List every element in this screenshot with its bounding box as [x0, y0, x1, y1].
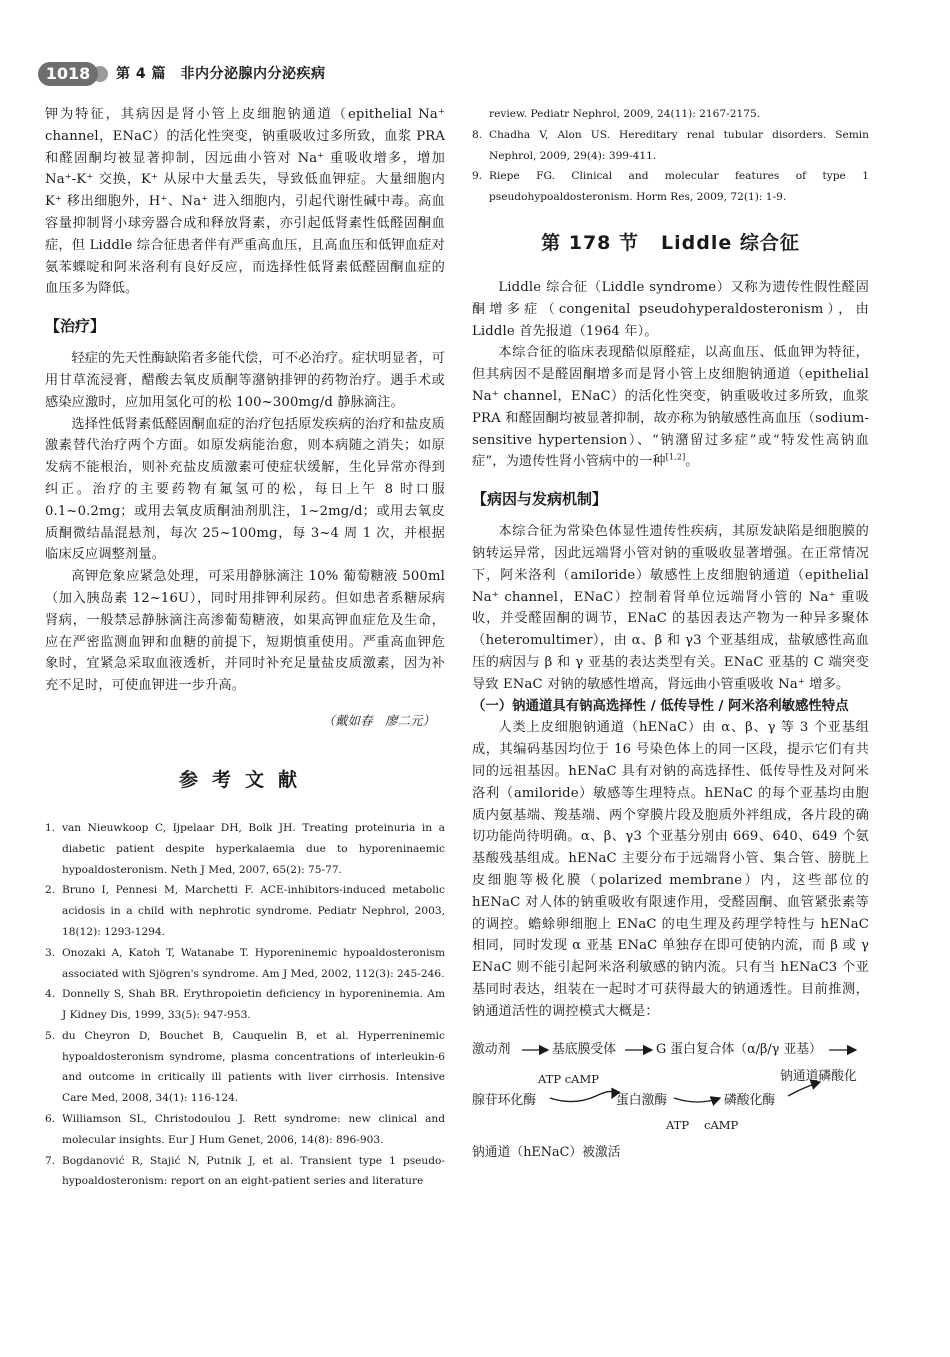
reference-number: 6. [45, 1113, 56, 1126]
reference-text: Williamson SL, Christodoulou J. Rett syndrome: new clinical and molecular insights. Eur J Hum Genet, 2006, 14(8): 896-903. [62, 1113, 445, 1146]
etiology-heading: 【病因与发病机制】 [472, 490, 608, 509]
reference-list-continued [472, 104, 869, 208]
running-header [38, 62, 918, 88]
subsection-heading: （一）钠通道具有钠高选择性 / 低传导性 / 阿米洛利敏感性特点 [472, 698, 849, 714]
treatment-heading: 【治疗】 [45, 317, 106, 336]
intro-paragraph: 钾为特征，其病因是肾小管上皮细胞钠通道（epithelial Na⁺ channel，ENaC）的活化性突变，钠重吸收过多所致，血浆 PRA 和醛固酮均被显著抑制，因远曲小管对 Na⁺ 重吸收增多，增加 Na⁺-K⁺ 交换，K⁺ 从尿中大量丢失，导致低血钾症。大量细胞内 K⁺ 移出细胞外，H⁺、Na⁺ 进入细胞内，引起代谢性碱中毒。高血容量抑制肾小球旁器合成和释放肾素，亦引起低肾素性低醛固酮血症，但 Liddle 综合征患者伴有严重高血压，且高血压和低钾血症对氨苯蝶啶和阿米洛利有良好反应，而选择性低肾素低醛固酮血症的血压多为降低。 [45, 107, 445, 297]
pathway-agonist: 激动剂 [472, 1042, 511, 1058]
reference-number: 2. [45, 884, 56, 897]
reference-number: 3. [45, 946, 56, 959]
right-column [472, 104, 869, 1186]
pathway-atp-camp: ATP cAMP [538, 1072, 599, 1087]
chapter-number: 第 178 节 [541, 231, 640, 254]
author-credit: （戴如春 廖二元） [322, 712, 435, 728]
reference-item [45, 984, 445, 1026]
reference-item [472, 166, 869, 208]
arrow-cyclase-kinase [550, 1092, 613, 1102]
reference-text: van Nieuwkoop C, Ijpelaar DH, Bolk JH. Treating proteinuria in a diabetic patient despite hyperkalaemia due to hyporeninaemic hypoaldosteronism. Neth J Med, 2007, 65(2): 75-77. [62, 821, 445, 876]
reference-number: 8. [472, 128, 483, 141]
reference-text: Onozaki A, Katoh T, Watanabe T. Hyporeninemic hypoaldosteronism associated with Sjögren's syndrome. Am J Med, 2002, 112(3): 245-246. [62, 946, 445, 980]
clinical-text: 本综合征的临床表现酷似原醛症，以高血压、低血钾为特征，但其病因不是醛固酮增多而是肾小管上皮细胞钠通道（epithelial Na⁺ channel，ENaC）的活化性突变，钠重吸收过多所致，血浆 PRA 和醛固酮均被显著抑制，故亦称为钠敏感性高血压（sodium-sensitive hypertension）、“钠潴留过多症”或“特发性高钠血症”，为遗传性肾小管病中的一种 [472, 345, 869, 470]
reference-text: review. Pediatr Nephrol, 2009, 24(11): 2167-2175. [489, 108, 761, 120]
arrow-kinase-phosphorylase [674, 1098, 720, 1102]
reference-number: 4. [45, 988, 56, 1001]
reference-text: du Cheyron D, Bouchet B, Cauquelin B, et al. Hyperreninemic hypoaldosteronism syndrome, plasma concentrations of interleukin-6 and outcome in critically ill patients with liver cirrhosis. Intensive Care Med, 2008, 34(1): 116-124. [62, 1029, 445, 1105]
references-title: 参考文献 [178, 768, 311, 791]
reference-number: 9. [472, 170, 483, 183]
reference-text: Chadha V, Alon US. Hereditary renal tubular disorders. Semin Nephrol, 2009, 29(4): 399-411. [489, 128, 869, 162]
treatment-paragraph-3: 高钾危象应紧急处理，可采用静脉滴注 10% 葡萄糖液 500ml（加入胰岛素 12~16U），同时用排钾利尿药。但如患者系糖尿病肾病，一般禁忌静脉滴注高渗葡萄糖液，如果高钾血症危及生命，应在严密监测血钾和血糖的前提下，短期慎重使用。严重高血钾危象时，宜紧急采取血液透析，并同时补充足量盐皮质激素，因为补充不足时，可使血钾进一步升高。 [45, 569, 445, 694]
clinical-paragraph [472, 342, 869, 473]
definition-paragraph: Liddle 综合征（Liddle syndrome）又称为遗传性假性醛固酮增多症（congenital pseudohyperaldosteronism），由 Liddle 首先报道（1964 年）。 [472, 279, 869, 339]
clinical-text-end: 。 [685, 454, 699, 470]
treatment-paragraph-2: 选择性低肾素低醛固酮血症的治疗包括原发疾病的治疗和盐皮质激素替代治疗两个方面。如原发病能治愈，则本病随之消失；如原发病不能根治，则补充盐皮质激素可使症状缓解，生化异常亦得到纠正。治疗的主要药物有氟氢可的松，每日上午 8 时口服 0.1~0.2mg；或用去氧皮质酮油剂肌注，1~2mg/d；或用去氧皮质酮微结晶混悬剂，每次 25~100mg，每 3~4 周 1 次，并根据临床反应调整剂量。 [45, 416, 445, 563]
reference-text: Riepe FG. Clinical and molecular features of type 1 pseudohypoaldosteronism. Horm Res, 2009, 72(1): 1-9. [489, 170, 869, 204]
reference-item [45, 880, 445, 942]
hENaC-paragraph: 人类上皮细胞钠通道（hENaC）由 α、β、γ 等 3 个亚基组成，其编码基因均位于 16 号染色体上的同一区段，提示它们有共同的远祖基因。hENaC 具有对钠的高选择性、低传导性及对阿米洛利（amiloride）敏感等生理特点。hENaC 的每个亚基均由胞质内氨基端、羧基端、两个穿膜片段及胞质外袢组成，各片段的确切功能尚待明确。α、β、γ3 个亚基分别由 669、640、649 个氨基酸残基组成。hENaC 主要分布于远端肾小管、集合管、膀胱上皮细胞等极化膜（polarized membrane）内，这些部位的 hENaC 对人体的钠重吸收有限速作用，受醛固酮、血管紧张素等的调控。蟾蜍卵细胞上 ENaC 的电生理及药理学特性与 hENaC 相同，同时发现 α 亚基 ENaC 单独存在即可使钠内流，而 β 或 γ ENaC 则不能引起阿米洛利敏感的钠内流。只有当 hENaC3 个亚基同时表达，组装在一起时才可获得最大的钠通透性。目前推测，钠通道活性的调控模式大概是： [472, 720, 869, 1019]
section-title: 第 4 篇 非内分泌腺内分泌疾病 [116, 66, 326, 82]
chapter-name: Liddle 综合征 [661, 231, 800, 254]
treatment-paragraph-1: 轻症的先天性酶缺陷者多能代偿，可不必治疗。症状明显者，可用甘草流浸膏，醋酸去氧皮质酮等潴钠排钾的药物治疗。遇手术或感染应激时，应加用氢化可的松 100~300mg/d 静脉滴注。 [45, 351, 445, 410]
pathway-adenylyl-cyclase: 腺苷环化酶 [472, 1093, 536, 1109]
chapter-title [472, 228, 869, 255]
reference-text: Bogdanović R, Stajić N, Putnik J, et al. Transient type 1 pseudo-hypoaldosteronism: report on an eight-patient series and literature [62, 1154, 445, 1188]
pathway-phosphorylase: 磷酸化酶 [724, 1093, 776, 1109]
pathway-basement-receptor: 基底膜受体 [552, 1042, 616, 1058]
reference-number: 5. [45, 1029, 56, 1042]
pathway-g-protein: G 蛋白复合体（α/β/γ 亚基） [656, 1042, 822, 1058]
page-number-badge: 1018 [38, 62, 98, 86]
reference-item [45, 818, 445, 880]
pathway-channel-phosphorylation: 钠通道磷酸化 [780, 1069, 857, 1085]
reference-number: 7. [45, 1154, 56, 1167]
reference-item [472, 104, 869, 125]
pathway-atp: ATP [666, 1118, 690, 1133]
reference-item [45, 1109, 445, 1151]
reference-item [45, 943, 445, 985]
pathway-diagram [472, 1036, 872, 1186]
etiology-paragraph: 本综合征为常染色体显性遗传性疾病，其原发缺陷是细胞膜的钠转运异常，因此远端肾小管对钠的重吸收显著增强。在正常情况下，阿米洛利（amiloride）敏感性上皮细胞钠通道（epithelial Na⁺ channel，ENaC）控制着肾单位远端肾小管的 Na⁺ 重吸收，并受醛固酮的调节，ENaC 的基因表达产物为一种异多聚体（heteromultimer），由 α、β 和 γ3 个亚基组成，盐敏感性高血压的病因与 β 和 γ 亚基的表达类型有关。ENaC 亚基的 C 端突变导致 ENaC 对钠的敏感性增高，肾远曲小管重吸收 Na⁺ 增多。 [472, 524, 869, 692]
pathway-protein-kinase: 蛋白激酶 [616, 1093, 668, 1109]
reference-text: Donnelly S, Shah BR. Erythropoietin deficiency in hyporeninemia. Am J Kidney Dis, 1999, 33(5): 947-953. [62, 988, 445, 1022]
reference-item [45, 1151, 445, 1193]
reference-item [472, 125, 869, 167]
reference-text: Bruno I, Pennesi M, Marchetti F. ACE-inhibitors-induced metabolic acidosis in a child with nephrotic syndrome. Pediatr Nephrol, 2003, 18(12): 1293-1294. [62, 884, 445, 938]
reference-list [45, 818, 445, 1192]
left-column [45, 104, 445, 1192]
reference-number: 1. [45, 821, 56, 834]
pathway-activated: 钠通道（hENaC）被激活 [472, 1145, 621, 1161]
reference-item [45, 1026, 445, 1109]
citation: [1,2] [665, 452, 686, 462]
pathway-camp: cAMP [704, 1118, 739, 1133]
